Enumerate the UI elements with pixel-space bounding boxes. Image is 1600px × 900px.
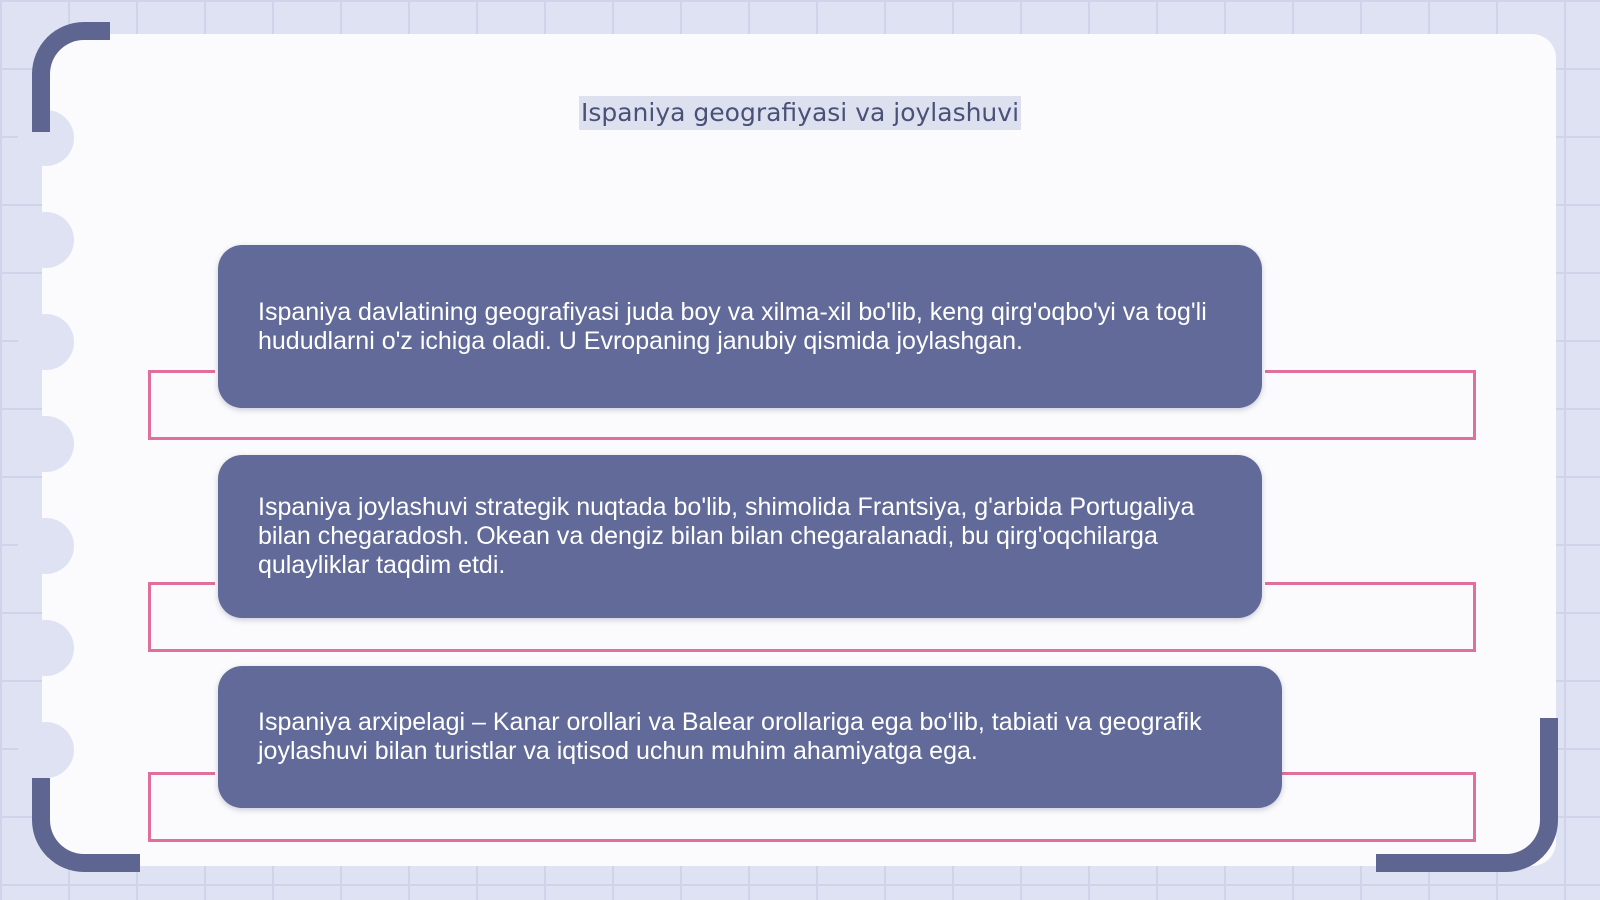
paper-scallop-edge xyxy=(18,722,74,778)
paper-scallop-edge xyxy=(18,518,74,574)
info-card-text: Ispaniya davlatining geografiyasi juda boy va xilma-xil bo'lib, keng qirg'oqbo'yi va tog'li hududlarni o'z ichiga oladi. U Evropaning janubiy qismida joylashgan. xyxy=(258,297,1207,355)
paper-scallop-edge xyxy=(18,620,74,676)
paper-scallop-edge xyxy=(18,314,74,370)
frame-corner-bottom-left xyxy=(32,778,140,872)
slide-title-text: Ispaniya geografiyasi va joylashuvi xyxy=(579,96,1021,130)
info-card-text: Ispaniya joylashuvi strategik nuqtada bo'lib, shimolida Frantsiya, g'arbida Portugaliya bilan chegaradosh. Okean va dengiz bilan bilan chegaralanadi, bu qirg'oqchilarga qulayliklar taqdim etdi. xyxy=(258,493,1195,579)
info-card-2 xyxy=(218,455,1262,618)
info-card-3 xyxy=(218,666,1282,808)
paper-scallop-edge xyxy=(18,212,74,268)
info-card-1 xyxy=(218,245,1262,408)
paper-scallop-edge xyxy=(18,416,74,472)
info-card-text: Ispaniya arxipelagi – Kanar orollari va Balear orollariga ega bo‘lib, tabiati va geografik joylashuvi bilan turistlar va iqtisod uchun muhim ahamiyatga ega. xyxy=(258,708,1202,765)
slide-title xyxy=(0,92,1600,130)
